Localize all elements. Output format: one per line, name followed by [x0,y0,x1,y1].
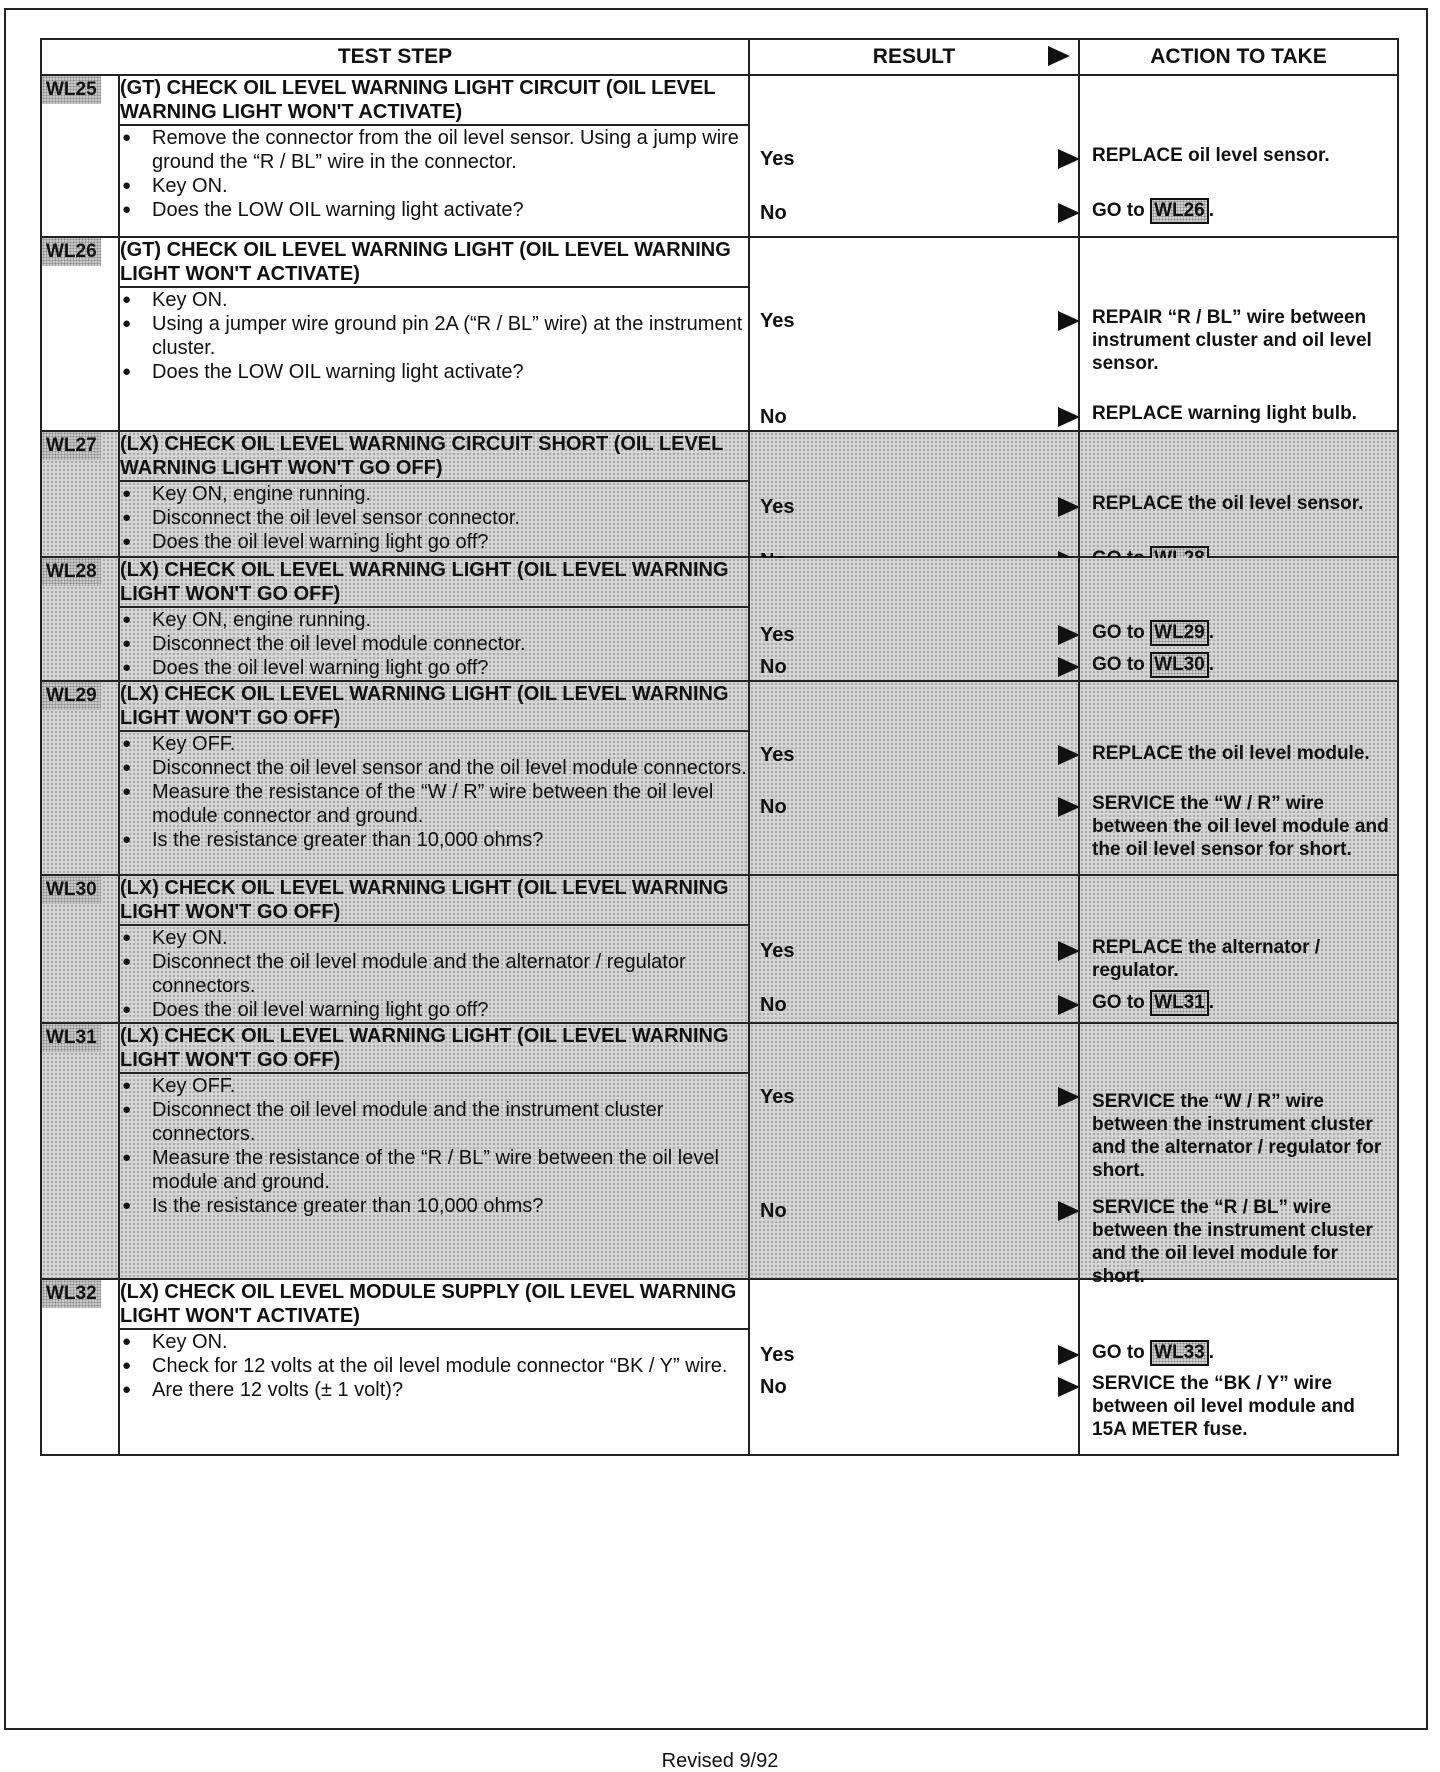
procedure-item: ● Disconnect the oil level module and the instrument cluster connectors. [152,1098,748,1146]
action-label: GO to [1092,622,1145,643]
step-id-cell [41,237,119,431]
step-actions [1079,1023,1398,1287]
arrow-right-icon [1048,46,1070,66]
procedure-item: ● Does the LOW OIL warning light activate? [152,360,748,384]
action-label: GO to [1092,654,1145,675]
procedure-item: ● Does the oil level warning light go off? [152,656,748,680]
procedure-item: ● Key ON, engine running. [152,608,748,632]
step-reference-link[interactable]: WL29 [1150,620,1209,646]
table-header-row [41,39,1398,75]
step-wl28-title-row [41,557,1398,607]
result-no: No [760,406,787,428]
step-id-cell [41,431,119,557]
step-actions [1079,681,1398,875]
arrow-right-icon [1058,497,1080,517]
action-text [1092,1196,1393,1288]
step-reference-link[interactable]: WL33 [1150,1340,1209,1366]
step-id-cell [41,875,119,1023]
action-text: GO to WL30 . [1092,652,1393,678]
result-yes: Yes [760,744,795,766]
result-yes: Yes [760,1086,795,1108]
step-procedures [119,607,749,681]
step-wl27-title-row [41,431,1398,481]
procedure-item: ● Remove the connector from the oil level sensor. Using a jump wire ground the “R / BL” wire in the connector. [152,126,748,174]
procedure-item: ● Disconnect the oil level sensor and the oil level module connectors. [152,756,748,780]
step-id-cell [41,1279,119,1455]
action-text [1092,936,1393,982]
procedure-item: ● Measure the resistance of the “W / R” wire between the oil level module connector and ground. [152,780,748,828]
procedure-item: ● Does the oil level warning light go off? [152,530,748,554]
step-actions [1079,557,1398,681]
arrow-right-icon [1058,149,1080,169]
procedure-item: ● Disconnect the oil level module connector. [152,632,748,656]
action-text: GO to WL29 . [1092,620,1393,646]
step-title: (GT) CHECK OIL LEVEL WARNING LIGHT (OIL LEVEL WARNING LIGHT WON'T ACTIVATE) [119,237,749,287]
arrow-right-icon [1058,625,1080,645]
arrow-right-icon [1058,657,1080,677]
procedure-item: ● Does the oil level warning light go off? [152,998,748,1022]
step-results [749,875,1079,1023]
step-procedures [119,481,749,557]
action-text [1092,492,1393,515]
arrow-right-icon [1058,1345,1080,1365]
procedure-item: ● Is the resistance greater than 10,000 ohms? [152,828,748,852]
step-procedures [119,731,749,875]
result-no: No [760,796,787,818]
step-title: (LX) CHECK OIL LEVEL WARNING LIGHT (OIL LEVEL WARNING LIGHT WON'T GO OFF) [119,557,749,607]
action-label: SERVICE the “BK / Y” wire between oil level module and 15A METER fuse. [1092,1373,1355,1440]
step-id: WL32 [42,1280,101,1308]
header-action: ACTION TO TAKE [1079,39,1398,75]
arrow-right-icon [1058,1377,1080,1397]
step-procedures [119,1073,749,1279]
step-actions [1079,237,1398,431]
header-result-label: RESULT [872,45,956,68]
step-title: (LX) CHECK OIL LEVEL WARNING CIRCUIT SHORT (OIL LEVEL WARNING LIGHT WON'T GO OFF) [119,431,749,481]
step-wl31-title-row [41,1023,1398,1073]
action-text [1092,144,1393,167]
step-procedures [119,925,749,1023]
step-id: WL26 [42,238,101,266]
step-results [749,1279,1079,1455]
result-yes: Yes [760,624,795,646]
step-actions [1079,431,1398,557]
procedure-item: ● Key ON. [152,926,748,950]
action-label: GO to [1092,1342,1145,1363]
arrow-right-icon [1058,797,1080,817]
step-procedures [119,287,749,431]
step-wl26-title-row [41,237,1398,287]
action-label: SERVICE the “R / BL” wire between the instrument cluster and the oil level module for short. [1092,1197,1373,1287]
step-id-cell [41,75,119,237]
procedure-item: ● Key OFF. [152,732,748,756]
procedure-item: ● Key ON. [152,1330,748,1354]
step-results [749,431,1079,557]
diagnostic-table [40,38,1399,1456]
step-actions [1079,1279,1398,1455]
arrow-right-icon [1058,941,1080,961]
step-results [749,1023,1079,1279]
step-wl30-title-row [41,875,1398,925]
action-label: SERVICE the “W / R” wire between the instrument cluster and the alternator / regulator for short. [1092,1091,1382,1181]
procedure-item: ● Does the LOW OIL warning light activate? [152,198,748,222]
result-yes: Yes [760,1344,795,1366]
step-id: WL28 [42,558,101,586]
procedure-item: ● Disconnect the oil level module and the alternator / regulator connectors. [152,950,748,998]
procedure-item: ● Key OFF. [152,1074,748,1098]
result-no: No [760,202,787,224]
step-actions [1079,75,1398,237]
header-test-step: TEST STEP [41,39,749,75]
action-text [1092,306,1393,375]
step-id: WL30 [42,876,101,904]
step-title: (LX) CHECK OIL LEVEL WARNING LIGHT (OIL LEVEL WARNING LIGHT WON'T GO OFF) [119,875,749,925]
procedure-item: ● Disconnect the oil level sensor connector. [152,506,748,530]
footer-revised: Revised 9/92 [661,1750,779,1772]
step-reference-link[interactable]: WL26 [1150,198,1209,224]
step-id: WL27 [42,432,101,460]
procedure-item: ● Key ON. [152,288,748,312]
step-title: (LX) CHECK OIL LEVEL WARNING LIGHT (OIL LEVEL WARNING LIGHT WON'T GO OFF) [119,1023,749,1073]
step-wl32-title-row [41,1279,1398,1329]
step-results [749,557,1079,681]
result-no: No [760,1200,787,1222]
result-yes: Yes [760,940,795,962]
step-actions [1079,875,1398,1023]
action-text: GO to WL26 . [1092,198,1393,224]
result-no: No [760,656,787,678]
result-no: No [760,994,787,1016]
action-text [1092,792,1393,861]
step-id-cell [41,1023,119,1279]
step-wl25-title-row [41,75,1398,125]
procedure-item: ● Check for 12 volts at the oil level module connector “BK / Y” wire. [152,1354,748,1378]
step-id: WL29 [42,682,101,710]
action-text [1092,1090,1393,1182]
action-text [1092,402,1393,425]
action-label: GO to [1092,200,1145,221]
result-yes: Yes [760,496,795,518]
step-reference-link[interactable]: WL31 [1150,990,1209,1016]
step-title: (LX) CHECK OIL LEVEL MODULE SUPPLY (OIL LEVEL WARNING LIGHT WON'T ACTIVATE) [119,1279,749,1329]
result-yes: Yes [760,148,795,170]
action-text: GO to WL33 . [1092,1340,1393,1366]
procedure-item: ● Measure the resistance of the “R / BL” wire between the oil level module and ground. [152,1146,748,1194]
step-title: (GT) CHECK OIL LEVEL WARNING LIGHT CIRCUIT (OIL LEVEL WARNING LIGHT WON'T ACTIVATE) [119,75,749,125]
step-id-cell [41,557,119,681]
arrow-right-icon [1058,745,1080,765]
step-id: WL31 [42,1024,101,1052]
action-label: REPLACE oil level sensor. [1092,145,1330,166]
action-label: REPLACE the oil level module. [1092,743,1370,764]
step-results [749,681,1079,875]
action-label: SERVICE the “W / R” wire between the oil level module and the oil level sensor for short. [1092,793,1389,860]
action-text [1092,1372,1393,1441]
procedure-item: ● Key ON, engine running. [152,482,748,506]
result-yes: Yes [760,310,795,332]
action-text [1092,742,1393,765]
arrow-right-icon [1058,407,1080,427]
step-wl29-title-row [41,681,1398,731]
arrow-right-icon [1058,203,1080,223]
step-id-cell [41,681,119,875]
step-reference-link[interactable]: WL30 [1150,652,1209,678]
header-result [749,39,1079,75]
procedure-item: ● Is the resistance greater than 10,000 ohms? [152,1194,748,1218]
step-results [749,75,1079,237]
action-label: REPLACE the oil level sensor. [1092,493,1364,514]
step-results [749,237,1079,431]
procedure-item: ● Are there 12 volts (± 1 volt)? [152,1378,748,1402]
step-title: (LX) CHECK OIL LEVEL WARNING LIGHT (OIL LEVEL WARNING LIGHT WON'T GO OFF) [119,681,749,731]
action-label: REPLACE the alternator / regulator. [1092,937,1321,981]
procedure-item: ● Key ON. [152,174,748,198]
result-no: No [760,1376,787,1398]
procedure-item: ● Using a jumper wire ground pin 2A (“R / BL” wire) at the instrument cluster. [152,312,748,360]
step-procedures [119,1329,749,1455]
action-label: REPAIR “R / BL” wire between instrument cluster and oil level sensor. [1092,307,1372,374]
step-id: WL25 [42,76,101,104]
arrow-right-icon [1058,311,1080,331]
action-label: GO to [1092,992,1145,1013]
action-text: GO to WL31 . [1092,990,1393,1016]
arrow-right-icon [1058,1087,1080,1107]
action-label: REPLACE warning light bulb. [1092,403,1357,424]
step-procedures [119,125,749,237]
arrow-right-icon [1058,1201,1080,1221]
arrow-right-icon [1058,995,1080,1015]
